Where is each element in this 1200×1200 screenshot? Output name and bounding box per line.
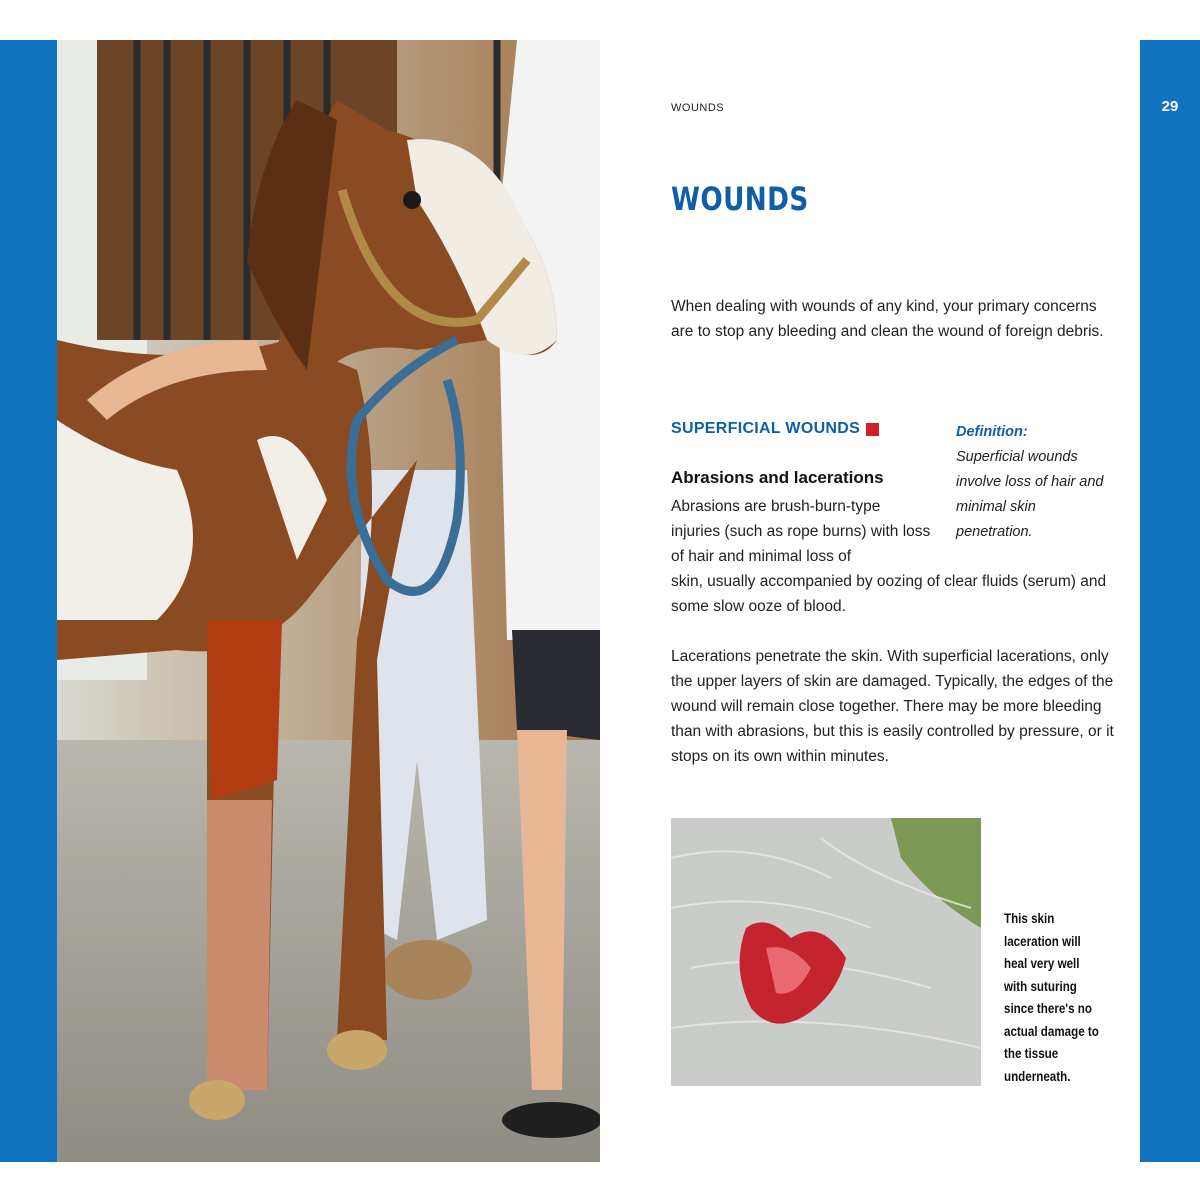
subheading: Abrasions and lacerations [671,468,884,487]
right-color-band [1140,40,1200,1162]
definition-sidebar [956,420,1116,545]
left-color-band [0,40,57,1162]
intro-paragraph: When dealing with wounds of any kind, your primary concerns are to stop any bleeding and clean the wound of foreign debris. [671,298,1104,340]
abrasions-paragraph-start: Abrasions are brush-burn-type injuries (such as rope burns) with loss of hair and minimal loss of [671,498,931,565]
section-heading [671,420,879,438]
page-title: WOUNDS [671,180,809,218]
section-heading-text: SUPERFICIAL WOUNDS [671,420,861,437]
running-head: WOUNDS [671,102,725,114]
definition-text: Superficial wounds involve loss of hair and minimal skin penetration. [956,449,1104,540]
lacerations-paragraph: Lacerations penetrate the skin. With superficial lacerations, only the upper layers of skin are damaged. Typically, the edges of the wound will remain close together. There may be more bleeding than with abrasions, but this is easily controlled by pressure, or it stops on its own within minutes. [671,648,1114,765]
laceration-photo [671,818,981,1086]
foal-wound-photo [57,40,600,1162]
abrasions-paragraph-end: skin, usually accompanied by oozing of clear fluids (serum) and some slow ooze of blood. [671,573,1107,615]
definition-label: Definition: [956,424,1028,440]
page-number: 29 [1161,98,1179,115]
photo-caption: This skin laceration will heal very well with suturing since there's no actual damage to the tissue underneath. [1004,911,1099,1084]
red-square-marker [866,423,879,436]
